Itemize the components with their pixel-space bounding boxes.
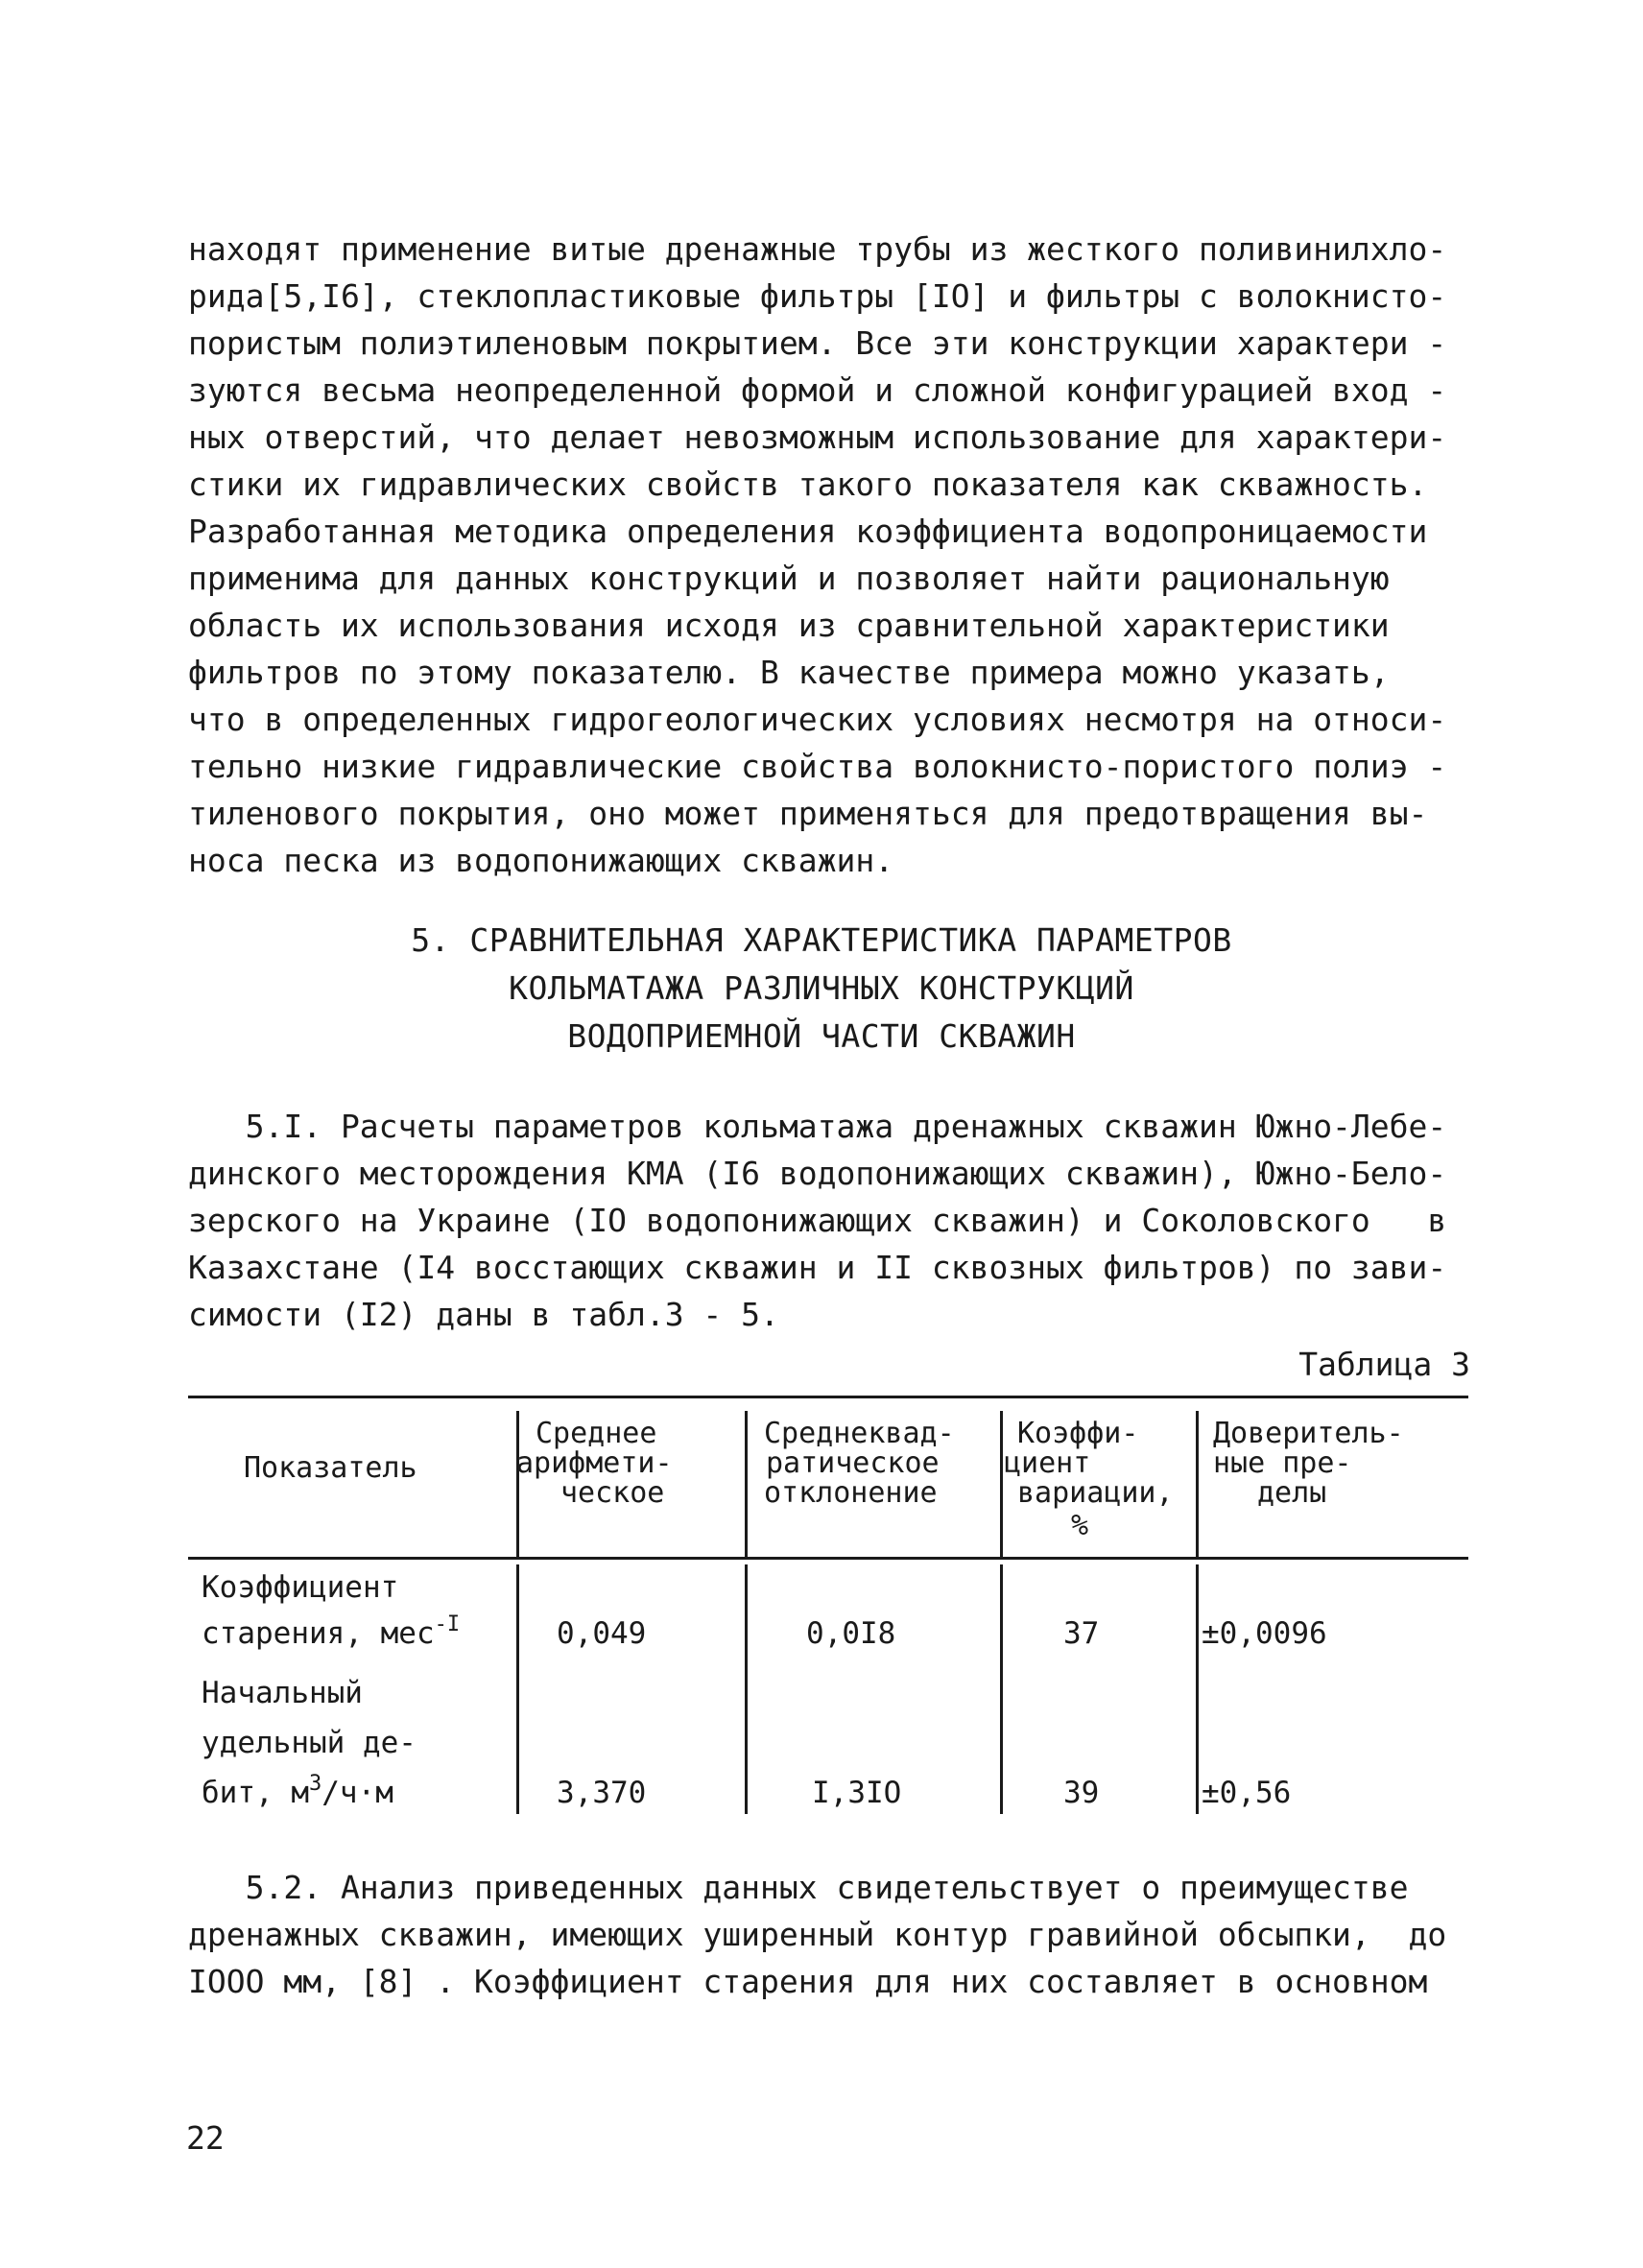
column-divider: [516, 1564, 519, 1814]
text-line: стики их гидравлических свойств такого показателя как скважность.: [188, 466, 1428, 503]
header-indicator: Показатель: [244, 1451, 417, 1485]
header-line: делы: [1257, 1476, 1327, 1510]
header-line: отклонение: [764, 1476, 938, 1510]
text-line: динского месторождения КМА (I6 водопонижающих скважин), Южно-Бело-: [188, 1155, 1447, 1192]
text-line: рида[5,I6], стеклопластиковые фильтры [IO] и фильтры с волокнисто-: [188, 277, 1447, 315]
row-label-text: /ч·м: [321, 1776, 393, 1810]
header-line: ратическое: [766, 1446, 940, 1480]
table-top-rule: [188, 1396, 1468, 1398]
column-divider: [1000, 1564, 1003, 1814]
text-line: IOOO мм, [8] . Коэффициент старения для них составляет в основном: [188, 1963, 1428, 2000]
table-header-rule: [188, 1557, 1468, 1560]
text-line: 5.I. Расчеты параметров кольматажа дренажных скважин Южно-Лебе-: [188, 1108, 1447, 1145]
page-number: 22: [186, 2119, 225, 2157]
text-line: что в определенных гидрогеологических условиях несмотря на относи-: [188, 701, 1447, 738]
text-line: находят применение витые дренажные трубы из жесткого поливинилхло-: [188, 230, 1447, 268]
cell-std: 0,0I8: [806, 1616, 896, 1651]
header-line: %: [1071, 1509, 1089, 1542]
row-label-line: Коэффициент: [202, 1570, 399, 1605]
header-line: циент: [1004, 1446, 1091, 1480]
row-label-line: [202, 1772, 393, 1810]
text-line: фильтров по этому показателю. В качестве примера можно указать,: [188, 654, 1390, 691]
row-label-text: старения, мес: [202, 1616, 435, 1651]
heading-line: 5. СРАВНИТЕЛЬНАЯ ХАРАКТЕРИСТИКА ПАРАМЕТРОВ: [411, 921, 1232, 959]
header-line: Коэффи-: [1017, 1417, 1139, 1450]
text-line: тиленового покрытия, оно может применяться для предотвращения вы-: [188, 795, 1428, 832]
row-label-line: [202, 1612, 461, 1651]
cell-cv: 37: [1063, 1616, 1100, 1651]
column-divider: [516, 1411, 519, 1557]
text-line: Казахстане (I4 восстающих скважин и II сквозных фильтров) по зави-: [188, 1249, 1447, 1286]
heading-line: КОЛЬМАТАЖА РАЗЛИЧНЫХ КОНСТРУКЦИЙ: [509, 969, 1134, 1007]
text-line: ных отверстий, что делает невозможным использование для характери-: [188, 418, 1447, 456]
cell-conf: ±0,56: [1202, 1776, 1292, 1810]
text-line: 5.2. Анализ приведенных данных свидетельствует о преимуществе: [188, 1869, 1409, 1906]
column-divider: [1000, 1411, 1003, 1557]
text-line: зерского на Украине (IO водопонижающих скважин) и Соколовского в: [188, 1202, 1447, 1239]
heading-line: ВОДОПРИЕМНОЙ ЧАСТИ СКВАЖИН: [567, 1017, 1076, 1055]
table-caption: Таблица 3: [1298, 1346, 1470, 1383]
cell-mean: 3,370: [557, 1776, 647, 1810]
header-line: вариации,: [1017, 1476, 1174, 1510]
column-divider: [1196, 1564, 1199, 1814]
text-line: симости (I2) даны в табл.3 - 5.: [188, 1296, 779, 1333]
cell-mean: 0,049: [557, 1616, 647, 1651]
cell-std: I,3IO: [812, 1776, 902, 1810]
header-line: Среднеквад-: [764, 1417, 955, 1450]
text-line: тельно низкие гидравлические свойства волокнисто-пористого полиэ -: [188, 748, 1447, 785]
text-line: применима для данных конструкций и позволяет найти рациональную: [188, 560, 1390, 597]
header-line: Доверитель-: [1213, 1417, 1404, 1450]
row-label-line: удельный де-: [202, 1726, 417, 1760]
row-label-superscript: -I: [434, 1612, 461, 1636]
text-line: зуются весьма неопределенной формой и сложной конфигурацией вход -: [188, 371, 1447, 409]
cell-conf: ±0,0096: [1202, 1616, 1327, 1651]
column-divider: [745, 1564, 748, 1814]
row-label-line: Начальный: [202, 1676, 363, 1710]
header-line: ные пре-: [1213, 1446, 1352, 1480]
text-line: пористым полиэтиленовым покрытием. Все эти конструкции характери -: [188, 324, 1447, 362]
cell-cv: 39: [1063, 1776, 1100, 1810]
text-line: область их использования исходя из сравнительной характеристики: [188, 607, 1390, 644]
header-line: ческое: [560, 1476, 665, 1510]
text-line: носа песка из водопонижающих скважин.: [188, 842, 894, 879]
column-divider: [1196, 1411, 1199, 1557]
column-divider: [745, 1411, 748, 1557]
header-line: арифмети-: [516, 1446, 673, 1480]
row-label-text: бит, м: [202, 1776, 309, 1810]
row-label-superscript: 3: [308, 1772, 322, 1796]
header-line: Среднее: [536, 1417, 657, 1450]
text-line: дренажных скважин, имеющих уширенный контур гравийной обсыпки, до: [188, 1916, 1447, 1953]
text-line: Разработанная методика определения коэффициента водопроницаемости: [188, 513, 1428, 550]
